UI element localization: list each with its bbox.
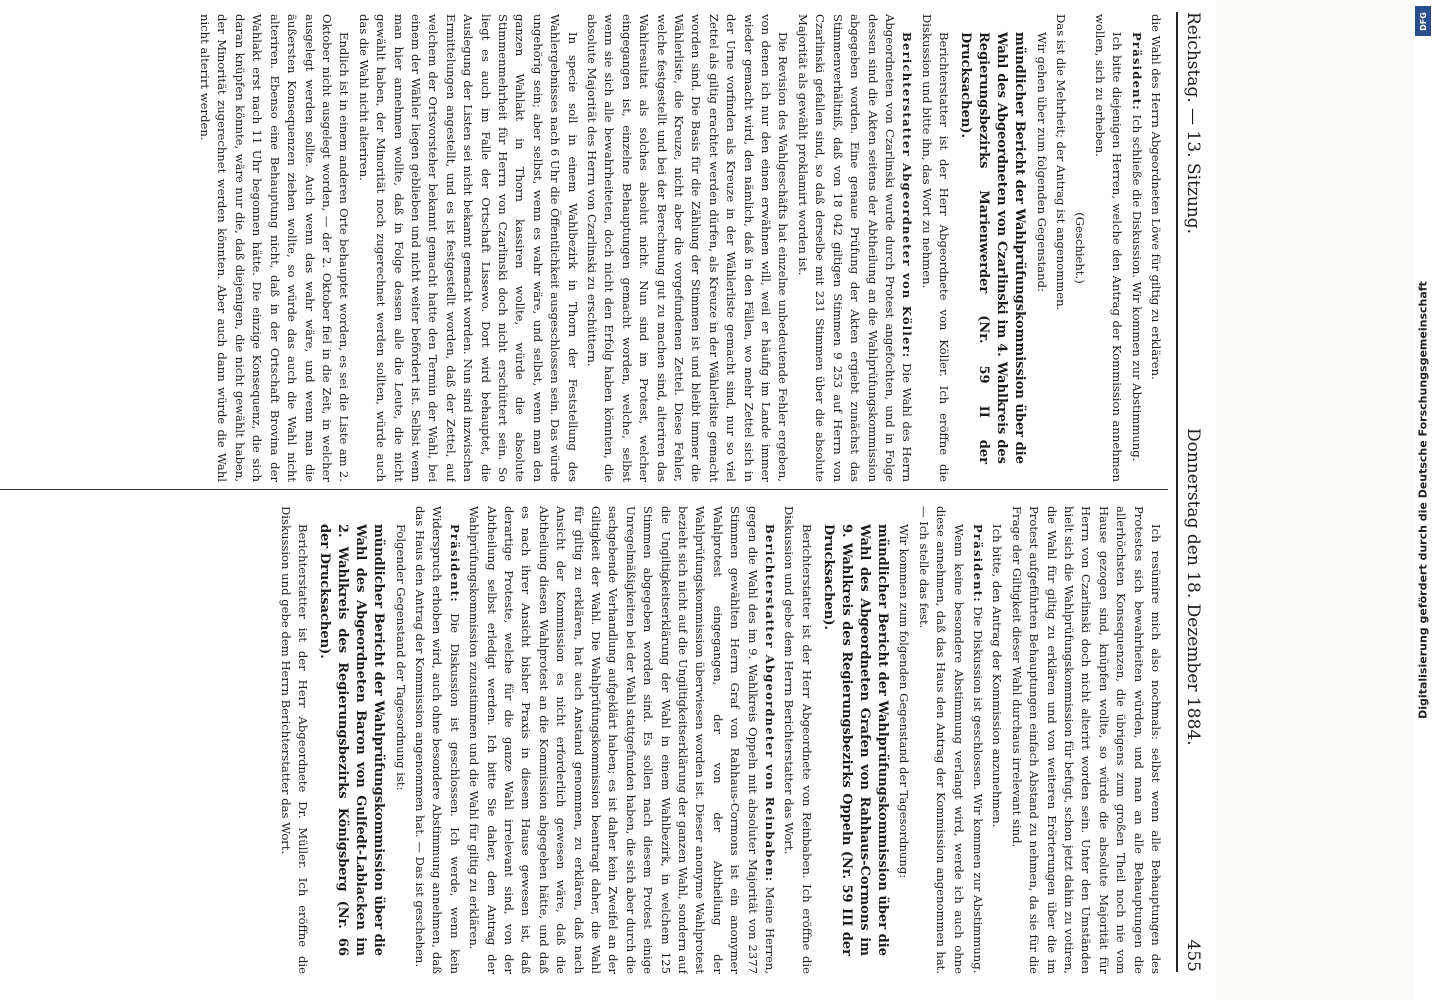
paragraph-text: Meine Herren, gegen die Wahl des im 9. Wahlkreis Oppeln mit absoluter Majorität von 2377 Stimmen gewählten Herrn Graf von Rahhaus-Cormons ist ein anonymer Wahlprotest eingegangen, der von der Abtheilung der Wahlprüfungskommission überwiesen worden ist. Dieser anonyme Wahlprotest bezieht sich nicht auf die Ungiltigkeitserklärung der ganzen Wahl, sondern auf die Ungiltigkeitserklärung der Wahl in einem Wahlbezirk, in welchem 125 Stimmen abgegeben worden sind. Es sollen nach diesem Protest einige Unregelmäßigkeiten bei der Wahl stattgefunden haben, die sich aber durch die sachgebende Verhandlung aufgeklärt haben; es ist daher kein Zweifel an der Giltigkeit der Wahl. Die Wahlprüfungskommission beantragt daher, die Wahl für giltig zu erklären, hat auch Anstand genommen, zu erklären, daß nach Ansicht der Kommission es nicht erforderlich gewesen wäre, daß die Abtheilung diesen Wahlprotest an die Kommission abgegeben hätte, und daß es nach ihrer Ansicht bisher Praxis in diesem Hause gewesen ist, daß derartige Proteste, welche für die ganze Wahl irrelevant sind, von der Abtheilung selbst erledigt werden. Ich bitte Sie daher, dem Antrag der Wahlprüfungskommission zuzustimmen und die Wahl für giltig zu erklären. bbox=[467, 506, 778, 974]
agenda-item-heading: mündlicher Bericht der Wahlprüfungskommission über die Wahl des Abgeordneten Baron von Gulfedt-Lablacken im 2. Wahlkreis des Regierungsbezirks Königsberg (Nr. 66 der Drucksachen). bbox=[317, 524, 387, 956]
agenda-item-heading: mündlicher Bericht der Wahlprüfungskommission über die Wahl des Abgeordneten von Czarlinski im 4. Wahlkreis des Regierungsbezirks Marienwerder (Nr. 59 II der Drucksachen). bbox=[958, 32, 1028, 464]
agenda-item-heading: mündlicher Bericht der Wahlprüfungskommission über die Wahl des Abgeordneten Grafen von Rahhaus-Cormons im 9. Wahlkreis des Regierungsbezirks Oppeln (Nr. 59 III der Drucksachen). bbox=[820, 524, 890, 956]
paragraph-text: Ich schließe die Diskussion. Wir kommen zur Abstimmung. bbox=[1129, 114, 1144, 462]
page-header bbox=[1176, 12, 1208, 972]
text-paragraph bbox=[583, 14, 792, 482]
paragraph-text: Berichterstatter ist der Herr Abgeordnete Dr. Müller. Ich eröffne die Diskussion und gebe dem Herrn Berichterstatter das Wort. bbox=[278, 506, 311, 974]
text-paragraph bbox=[1032, 14, 1049, 482]
text-paragraph bbox=[276, 506, 311, 974]
speaker-label: Berichterstatter Abgeordneter von Reinbaben: bbox=[763, 524, 778, 883]
dfg-credit-text: Digitalisierung gefördert durch die Deutsche Forschungsgemeinschaft bbox=[1416, 281, 1430, 719]
paragraph-text: In specie soll in einem Wahlbezirk in Thorn der Feststellung des Wahlergebnisses nach 6 Uhr die Öffentlichkeit ausgeschlossen sein. Das würde ungehörig sein; aber selbst, wenn es wahr wäre, und selbst, wenn man den ganzen Wahlakt in Thorn kassiren wollte, würde die absolute Stimmenmehrheit für Herrn von Czarlinski doch nicht erschüttert sein. So liegt es auch im Falle der Ortschaft Lissewo. Dort wird behauptet, die Auslegung der Listen sei nicht bekannt gemacht worden. Nun sind inzwischen Ermittelungen angestellt, und es ist festgestellt worden, daß der Zettel, auf welchem der Ortsvorsteher bekannt gemacht hatte den Termin der Wahl, bei einem der Wähler liegen geblieben und nicht weiter befördert ist. Selbst wenn man hier annehmen wollte, daß in Folge dessen alle die Leute, die nicht gewählt haben, der Minorität noch zugerechnet werden sollten, würde auch das die Wahl nicht alteriren. bbox=[356, 14, 580, 482]
right-text-column bbox=[0, 506, 1164, 974]
text-paragraph bbox=[1090, 14, 1125, 482]
speaker-label: Präsident: bbox=[1129, 32, 1144, 111]
speech-paragraph bbox=[465, 506, 778, 974]
text-paragraph bbox=[895, 506, 912, 974]
speaker-label: Präsident: bbox=[970, 524, 985, 603]
paragraph-text: Die Wahl des Herrn Abgeordneten von Czarlinski wurde durch Protest angefochten, und in Folge dessen sind die Akten seitens der Abtheilung an die Wahlprüfungskommission abgegeben worden. Eine genaue Prüfung der Akten ergiebt zunächst das Stimmenverhältniß, daß von 18 042 giltigen Stimmen 9 253 auf Herrn von Czarlinski gefallen sind, so daß derselbe mit 231 Stimmen über die absolute Majorität als gewählt proklamirt worden ist. bbox=[795, 14, 915, 482]
column-divider bbox=[0, 489, 1168, 490]
speech-paragraph bbox=[1127, 14, 1144, 482]
left-text-column bbox=[0, 14, 1164, 482]
paragraph-text: Berichterstatter ist der Herr Abgeordnete von Köller. Ich eröffne die Diskussion und bitte ihn, das Wort zu nehmen. bbox=[919, 14, 952, 482]
paragraph-text: Die Diskussion ist geschlossen. Ich werde, wenn kein Widerspruch erhoben wird, auch ohne besondere Abstimmung annehmen, daß das Haus den Antrag der Kommission angenommen hat. — Das ist geschehen. bbox=[412, 506, 462, 974]
paragraph-text: Endlich ist in einem anderen Orte behauptet worden, es sei die Liste am 2. Oktober nicht ausgelegt worden, — der 2. Oktober fiel in die Zeit, in welcher ausgelegt werden sollte. Auch wenn das wahr wäre, und wenn man die äußersten Konsequenzen ziehen wollte, so würde das auch die Wahl nicht alteriren. Ebenso eine Behauptung nicht, daß in der Ortschaft Brovina der Wahlakt erst nach 11 Uhr begonnen hätte. Die einzige Konsequenz, die sich daran knüpfen könnte, wäre nur die, daß diejenigen, die nicht gewählt haben, der Minorität zugerechnet werden könnten. Aber auch dann würde die Wahl nicht alterirt werden. bbox=[198, 14, 352, 482]
header-page-number: 455 bbox=[1183, 939, 1203, 972]
dfg-credit-strip bbox=[1414, 0, 1432, 1000]
text-paragraph bbox=[354, 14, 580, 482]
text-paragraph bbox=[780, 506, 815, 974]
speech-paragraph bbox=[969, 506, 986, 974]
dfg-logo: DFG bbox=[1415, 6, 1431, 36]
text-paragraph bbox=[1052, 14, 1069, 482]
paragraph-text: Wenn keine besondere Abstimmung verlangt wird, werde ich auch ohne diese annehmen, daß das Haus den Antrag der Kommission angenommen hat. — Ich stelle das fest. bbox=[916, 506, 966, 974]
paragraph-text: Wir gehen über zum folgenden Gegenstand: bbox=[1034, 32, 1049, 292]
paragraph-text: Ich bitte, den Antrag der Kommission anzunehmen. bbox=[990, 524, 1005, 828]
speaker-label: Berichterstatter Abgeordneter von Köller: bbox=[900, 32, 915, 359]
text-paragraph bbox=[391, 506, 408, 974]
header-session: Reichstag. — 13. Sitzung. bbox=[1183, 12, 1203, 235]
text-paragraph bbox=[1007, 506, 1164, 974]
speaker-label: Präsident: bbox=[447, 524, 462, 603]
paragraph-text: die Wahl des Herrn Abgeordneten Löwe für giltig zu erklären. bbox=[1149, 14, 1163, 380]
header-date: Donnerstag den 18. Dezember 1884. bbox=[1183, 427, 1203, 746]
paragraph-text: Die Revision des Wahlgeschäfts hat einzelne unbedeutende Fehler ergeben, von denen ich nur den einen erwähnen will, weil er häufig im Lande immer wieder gemacht wird, den nämlich, daß in den Fällen, wo mehr Zettel sich in der Urne vorfinden als Kreuze in der Wählerliste gemacht sind, nur so viel Zettel als giltig erachtet werden dürfen, als Kreuze in der Wählerliste gemacht worden sind. Die Basis für die Zählung der Stimmen ist und bleibt immer die Wählerliste, die Kreuze, nicht aber die vorgefundenen Zettel. Diese Fehler, welche festgestellt und bei der Berechnung gut zu machen sind, alteriren das Wahlresultat als solches absolut nicht. Nun sind im Protest, welcher eingegangen ist, einzelne Behauptungen gemacht worden, welche, selbst wenn sie sich alle bewahrheiteten, doch nicht den Erfolg haben könnten, die absolute Majorität des Herrn von Czarlinski zu erschüttern. bbox=[585, 14, 791, 482]
paragraph-text: Wir kommen zum folgenden Gegenstand der Tagesordnung: bbox=[897, 524, 912, 879]
speech-paragraph bbox=[794, 14, 916, 482]
paragraph-text: Die Diskussion ist geschlossen. Wir kommen zur Abstimmung. bbox=[970, 606, 985, 974]
stage-direction: (Geschieht.) bbox=[1073, 212, 1088, 284]
text-paragraph bbox=[917, 14, 952, 482]
paragraph-text: Folgender Gegenstand der Tagesordnung ist: bbox=[393, 524, 408, 791]
text-paragraph bbox=[196, 14, 353, 482]
speech-paragraph bbox=[411, 506, 463, 974]
text-paragraph bbox=[1147, 14, 1164, 482]
text-paragraph bbox=[988, 506, 1005, 974]
paragraph-text: Ich bitte diejenigen Herren, welche den Antrag der Kommission annehmen wollen, sich zu erheben. bbox=[1092, 14, 1125, 482]
paragraph-text: Berichterstatter ist der Herr Abgeordnete von Reinbaben. Ich eröffne die Diskussion und gebe dem Herrn Berichterstatter das Wort. bbox=[782, 506, 814, 974]
text-paragraph bbox=[914, 506, 966, 974]
paragraph-text: Ich resümire mich also nochmals: selbst wenn alle Behauptungen des Protestes sich bewahrheiten würden, und man an alle Behauptungen die allerhöchsten Konsequenzen, die übrigens zum großen Theil noch nie vom Hause gezogen sind, knüpfen wollte, so würde die absolute Majorität für Herrn von Czarlinski doch nicht alterirt worden sein. Unter den Umständen hielt sich die Wahlprüfungskommission für befugt, schon jetzt dahin zu votiren, die Wahl für giltig zu erklären und von weiteren Erörterungen über die im Protest aufgeführten Behauptungen einfach Abstand zu nehmen, da sie für die Frage der Giltigkeit dieser Wahl durchaus irrelevant sind. bbox=[1009, 506, 1163, 974]
paragraph-text: Das ist die Mehrheit; der Antrag ist angenommen. bbox=[1053, 14, 1068, 311]
